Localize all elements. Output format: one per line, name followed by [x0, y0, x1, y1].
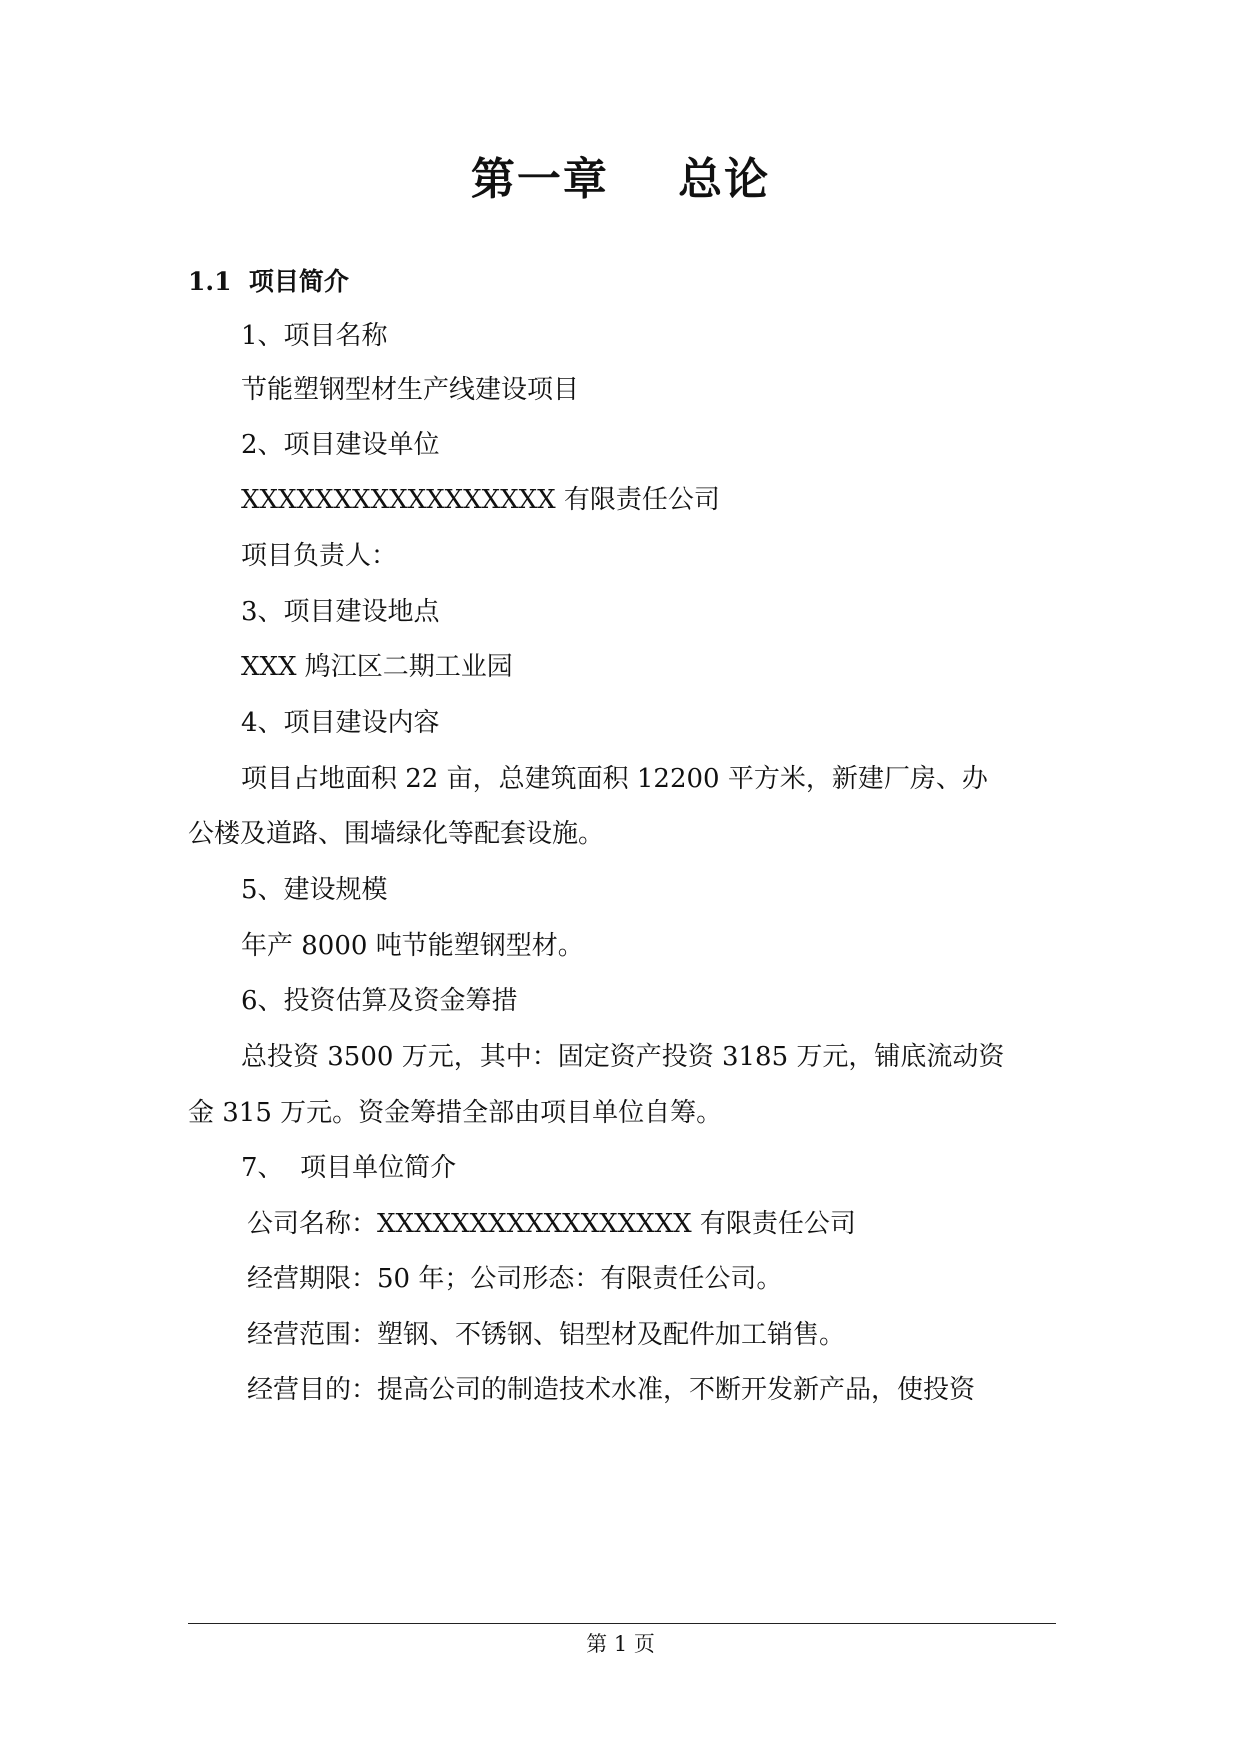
item-heading-scale: 5、建设规模 — [241, 875, 388, 905]
investment-text-line-1: 总投资 3500 万元，其中：固定资产投资 3185 万元，铺底流动资 — [241, 1042, 1005, 1072]
operating-period-text: 经营期限：50 年；公司形态：有限责任公司。 — [247, 1264, 783, 1294]
location-text: XXX 鸠江区二期工业园 — [241, 652, 513, 682]
chapter-title: 第一章 总论 — [470, 154, 771, 205]
item-heading-company-profile: 7、 项目单位简介 — [241, 1153, 457, 1183]
scale-text: 年产 8000 吨节能塑钢型材。 — [241, 931, 584, 961]
project-leader-text: 项目负责人： — [241, 541, 398, 571]
company-name-text: 公司名称：XXXXXXXXXXXXXXXXX 有限责任公司 — [247, 1209, 856, 1239]
construction-unit-text: XXXXXXXXXXXXXXXXX 有限责任公司 — [241, 485, 720, 515]
item-heading-content: 4、项目建设内容 — [241, 708, 440, 738]
investment-text-line-2: 金 315 万元。资金筹措全部由项目单位自筹。 — [188, 1098, 723, 1128]
item-heading-location: 3、项目建设地点 — [241, 597, 440, 627]
project-name-text: 节能塑钢型材生产线建设项目 — [241, 375, 580, 405]
content-text-line-1: 项目占地面积 22 亩，总建筑面积 12200 平方米，新建厂房、办 — [241, 764, 988, 794]
footer-divider — [188, 1623, 1056, 1624]
item-heading-construction-unit: 2、项目建设单位 — [241, 430, 440, 460]
section-heading: 1.1 项目简介 — [188, 267, 349, 296]
item-heading-investment: 6、投资估算及资金筹措 — [241, 986, 518, 1016]
page-number: 第 1 页 — [586, 1632, 655, 1656]
business-scope-text: 经营范围：塑钢、不锈钢、铝型材及配件加工销售。 — [247, 1320, 846, 1350]
business-purpose-text: 经营目的：提高公司的制造技术水准，不断开发新产品，使投资 — [247, 1375, 976, 1405]
item-heading-project-name: 1、项目名称 — [241, 321, 388, 351]
content-text-line-2: 公楼及道路、围墙绿化等配套设施。 — [188, 819, 605, 849]
